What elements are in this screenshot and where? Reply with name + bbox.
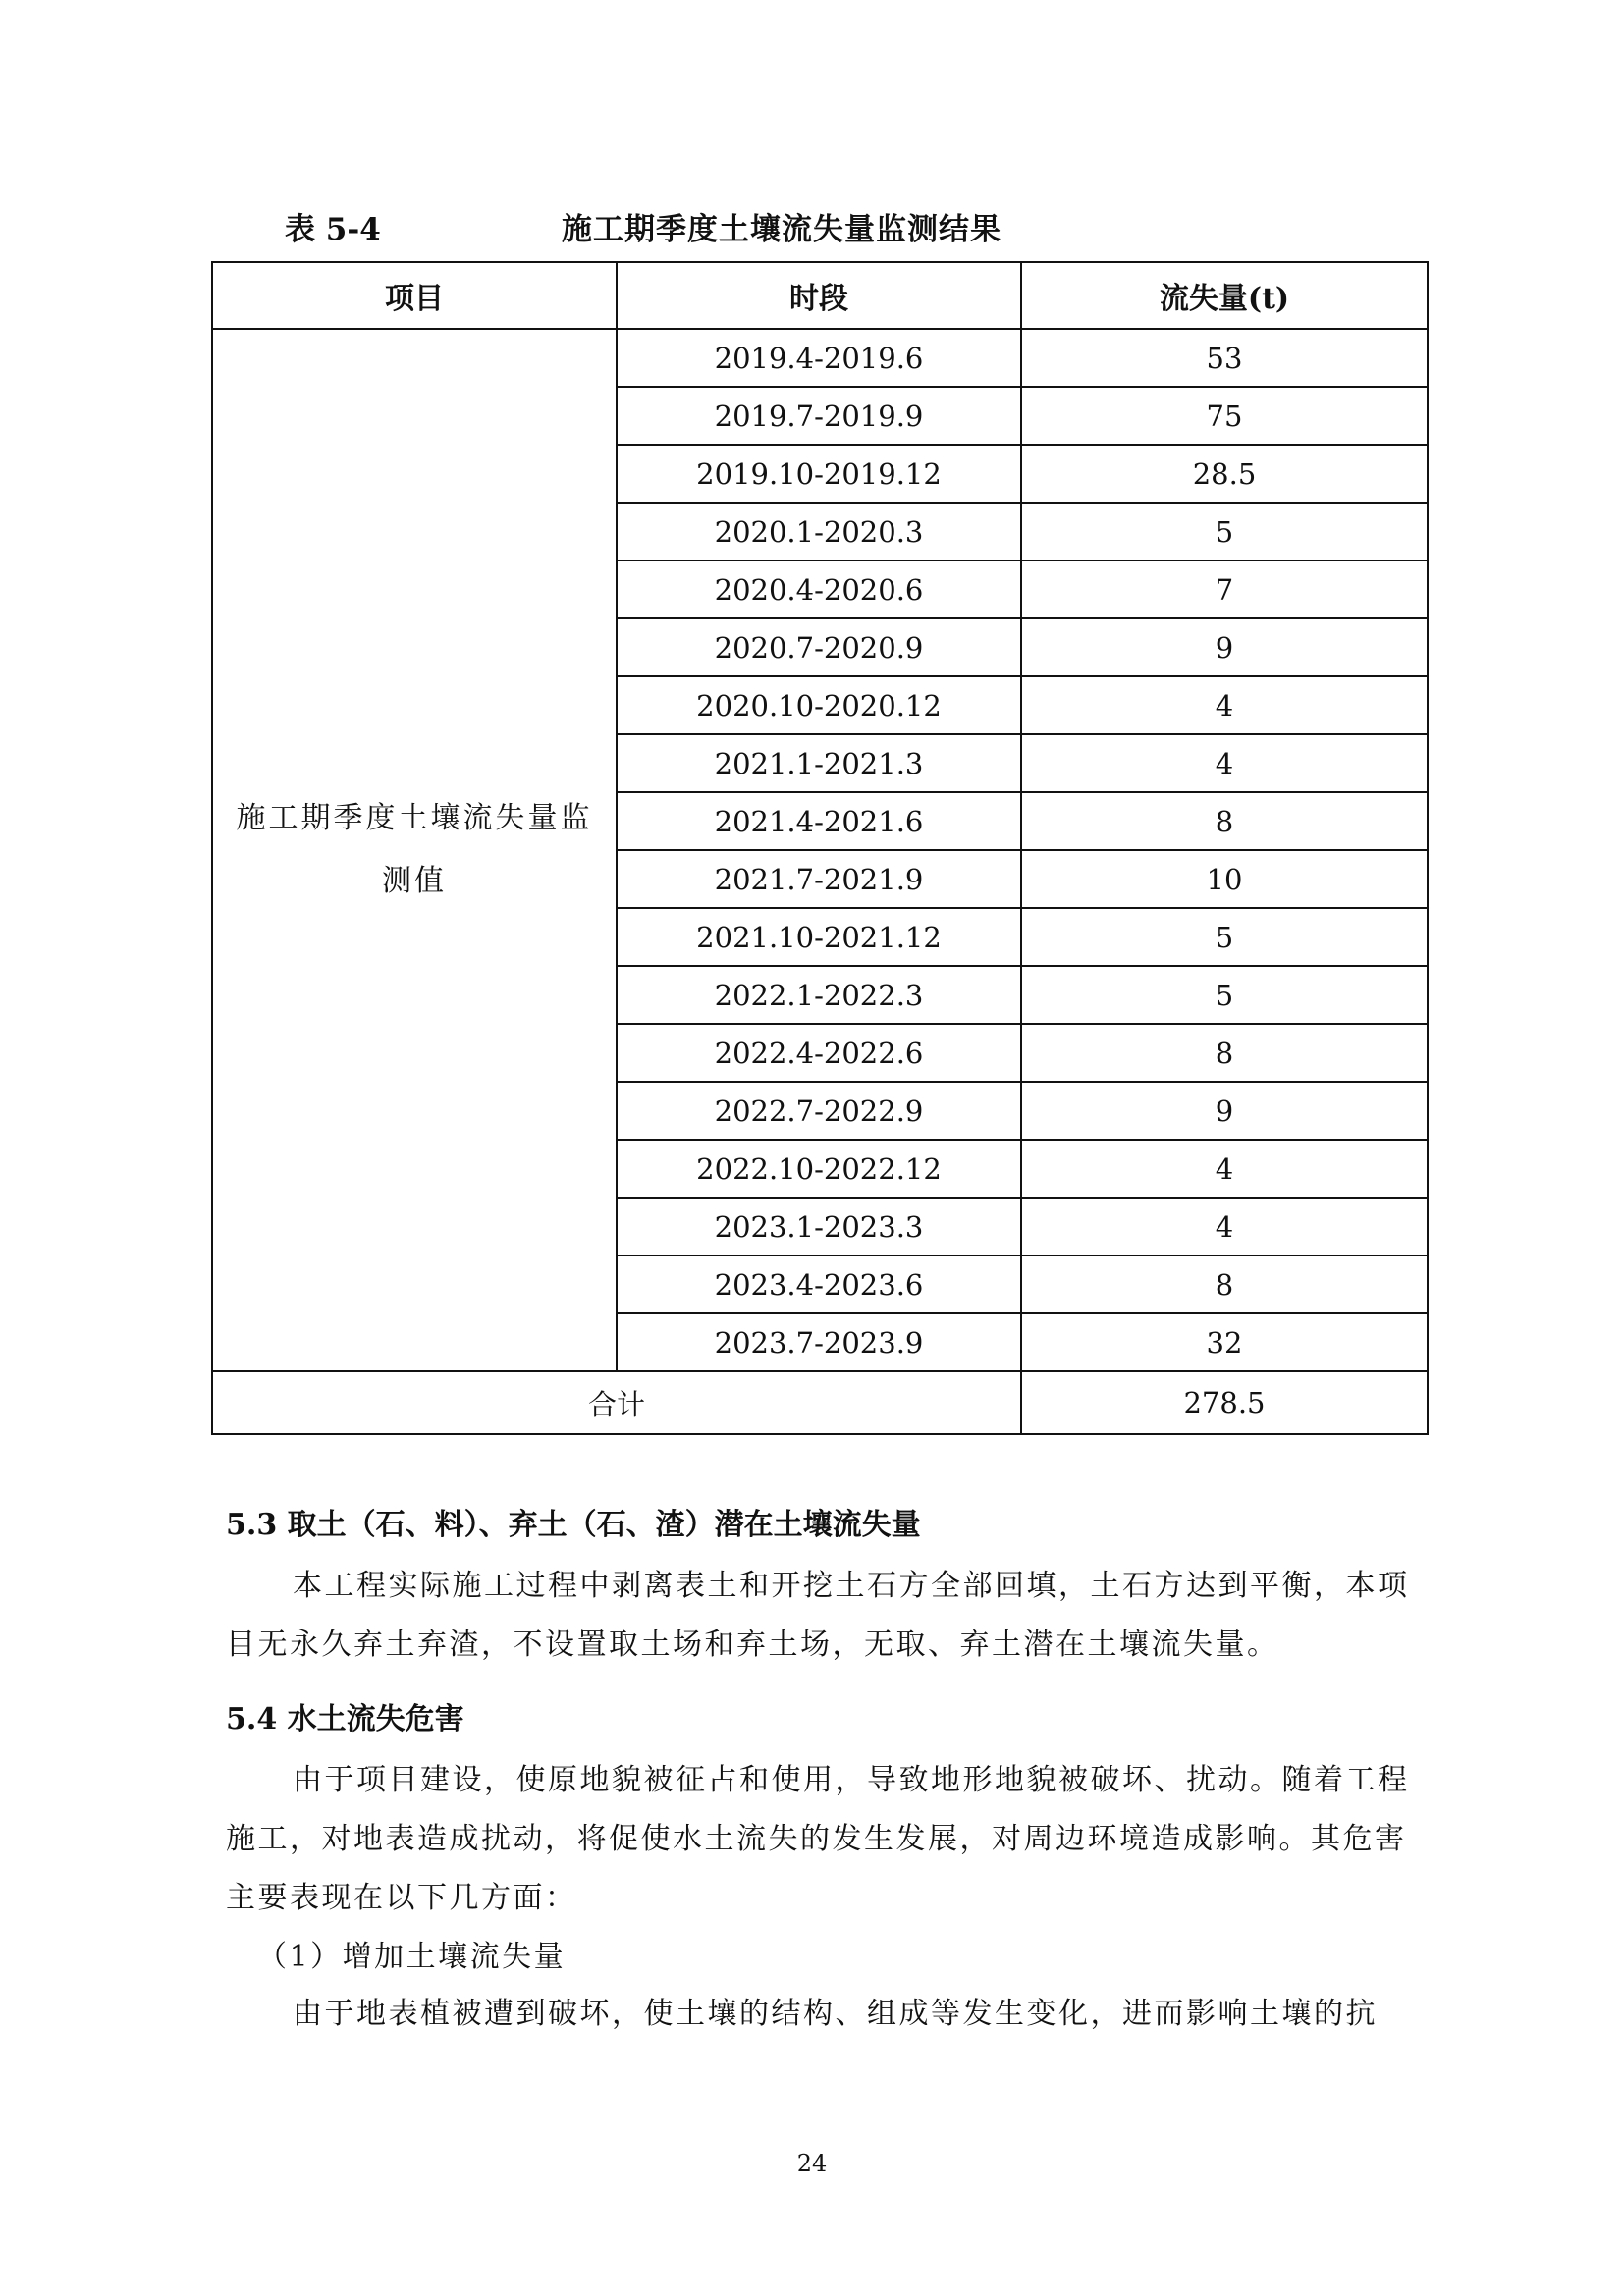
section-5-4-paragraph: 由于项目建设，使原地貌被征占和使用，导致地形地貌被破坏、扰动。随着工程施工，对地表造成扰动，将促使水土流失的发生发展，对周边环境造成影响。其危害主要表现在以下几方面：: [226, 1763, 1410, 1915]
loss-cell: 53: [1021, 329, 1428, 387]
table-number: 表 5-4: [285, 212, 381, 247]
loss-cell: 5: [1021, 966, 1428, 1024]
loss-cell: 8: [1021, 792, 1428, 850]
section-5-3-heading: 5.3 取土（石、料）、弃土（石、渣）潜在土壤流失量: [226, 1508, 921, 1542]
period-cell: 2020.1-2020.3: [617, 503, 1021, 561]
loss-cell: 5: [1021, 908, 1428, 966]
period-cell: 2019.7-2019.9: [617, 387, 1021, 445]
item-label-cell: 施工期季度土壤流失量监测值: [212, 329, 617, 1371]
loss-cell: 8: [1021, 1255, 1428, 1313]
section-5-4-paragraph-2: 由于地表植被遭到破坏，使土壤的结构、组成等发生变化，进而影响土壤的抗: [293, 1997, 1378, 2031]
period-cell: 2022.1-2022.3: [617, 966, 1021, 1024]
loss-cell: 32: [1021, 1313, 1428, 1371]
section-5-3-paragraph: 本工程实际施工过程中剥离表土和开挖土石方全部回填，土石方达到平衡，本项目无永久弃土弃渣，不设置取土场和弃土场，无取、弃土潜在土壤流失量。: [226, 1569, 1410, 1662]
period-cell: 2021.10-2021.12: [617, 908, 1021, 966]
table-header-row: [212, 262, 1428, 329]
loss-cell: 8: [1021, 1024, 1428, 1082]
period-cell: 2023.1-2023.3: [617, 1198, 1021, 1255]
period-cell: 2022.7-2022.9: [617, 1082, 1021, 1140]
header-item: 项目: [212, 262, 617, 329]
loss-cell: 7: [1021, 561, 1428, 618]
period-cell: 2020.4-2020.6: [617, 561, 1021, 618]
section-5-4-heading: 5.4 水土流失危害: [226, 1702, 464, 1736]
total-row: [212, 1371, 1428, 1434]
period-cell: 2019.4-2019.6: [617, 329, 1021, 387]
period-cell: 2021.4-2021.6: [617, 792, 1021, 850]
soil-loss-table: [211, 261, 1429, 1435]
period-cell: 2022.10-2022.12: [617, 1140, 1021, 1198]
list-item-1: （1）增加土壤流失量: [257, 1940, 567, 1974]
table-caption: [285, 194, 1168, 249]
period-cell: 2023.7-2023.9: [617, 1313, 1021, 1371]
loss-cell: 9: [1021, 1082, 1428, 1140]
total-value-cell: 278.5: [1021, 1371, 1428, 1434]
total-label-cell: 合计: [212, 1371, 1021, 1434]
loss-cell: 4: [1021, 1140, 1428, 1198]
loss-cell: 4: [1021, 1198, 1428, 1255]
period-cell: 2021.7-2021.9: [617, 850, 1021, 908]
loss-cell: 28.5: [1021, 445, 1428, 503]
loss-cell: 10: [1021, 850, 1428, 908]
loss-cell: 9: [1021, 618, 1428, 676]
loss-cell: 5: [1021, 503, 1428, 561]
loss-cell: 4: [1021, 676, 1428, 734]
period-cell: 2021.1-2021.3: [617, 734, 1021, 792]
period-cell: 2022.4-2022.6: [617, 1024, 1021, 1082]
loss-cell: 75: [1021, 387, 1428, 445]
period-cell: 2019.10-2019.12: [617, 445, 1021, 503]
period-cell: 2020.10-2020.12: [617, 676, 1021, 734]
table-title: 施工期季度土壤流失量监测结果: [562, 212, 1001, 247]
period-cell: 2023.4-2023.6: [617, 1255, 1021, 1313]
header-period: 时段: [617, 262, 1021, 329]
table-row: [212, 329, 1428, 387]
page-number: 24: [796, 2150, 828, 2177]
loss-cell: 4: [1021, 734, 1428, 792]
period-cell: 2020.7-2020.9: [617, 618, 1021, 676]
header-loss: 流失量(t): [1021, 262, 1428, 329]
